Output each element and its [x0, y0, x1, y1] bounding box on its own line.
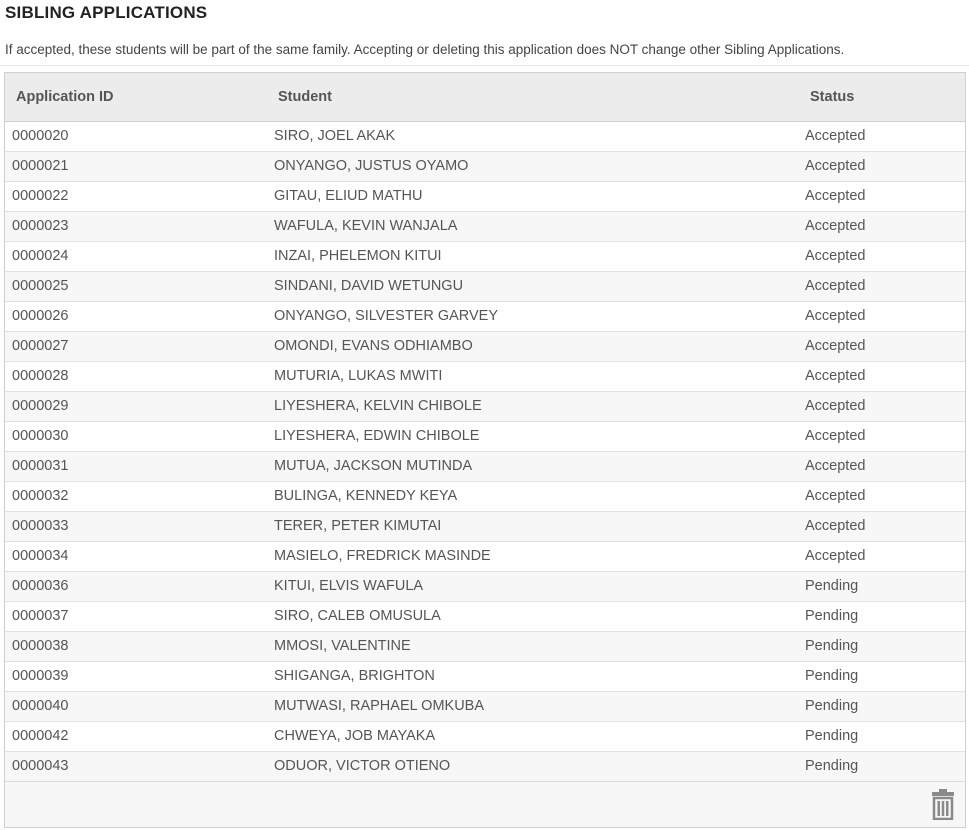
- student-name-cell: ODUOR, VICTOR OTIENO: [274, 758, 451, 774]
- student-name-cell: SIRO, CALEB OMUSULA: [274, 608, 441, 624]
- application-id-cell: 0000031: [12, 458, 69, 474]
- status-cell: Accepted: [805, 398, 866, 414]
- status-cell: Accepted: [805, 428, 866, 444]
- status-cell: Accepted: [805, 518, 866, 534]
- table-row[interactable]: [5, 572, 965, 602]
- table-row[interactable]: [5, 632, 965, 662]
- table-body: [5, 122, 965, 782]
- page-description: If accepted, these students will be part of the same family. Accepting or deleting this application does NOT change other Sibling Applications.: [5, 42, 845, 57]
- column-header-application-id[interactable]: Application ID: [16, 89, 114, 105]
- status-cell: Accepted: [805, 248, 866, 264]
- table-row[interactable]: [5, 602, 965, 632]
- student-name-cell: OMONDI, EVANS ODHIAMBO: [274, 338, 473, 354]
- status-cell: Accepted: [805, 338, 866, 354]
- status-cell: Pending: [805, 638, 859, 654]
- header-divider: [0, 65, 969, 66]
- student-name-cell: SINDANI, DAVID WETUNGU: [274, 278, 464, 294]
- table-row[interactable]: [5, 332, 965, 362]
- application-id-cell: 0000026: [12, 308, 69, 324]
- student-name-cell: SHIGANGA, BRIGHTON: [274, 668, 435, 684]
- status-cell: Pending: [805, 578, 859, 594]
- status-cell: Accepted: [805, 128, 866, 144]
- student-name-cell: BULINGA, KENNEDY KEYA: [274, 488, 458, 504]
- student-name-cell: ONYANGO, JUSTUS OYAMO: [274, 158, 469, 174]
- table-row[interactable]: [5, 722, 965, 752]
- student-name-cell: ONYANGO, SILVESTER GARVEY: [274, 308, 499, 324]
- table-row[interactable]: [5, 482, 965, 512]
- table-row[interactable]: [5, 302, 965, 332]
- application-id-cell: 0000030: [12, 428, 69, 444]
- student-name-cell: GITAU, ELIUD MATHU: [274, 188, 423, 204]
- table-row[interactable]: [5, 122, 965, 152]
- status-cell: Pending: [805, 698, 859, 714]
- table-row[interactable]: [5, 212, 965, 242]
- application-id-cell: 0000042: [12, 728, 69, 744]
- student-name-cell: INZAI, PHELEMON KITUI: [274, 248, 442, 264]
- table-row[interactable]: [5, 272, 965, 302]
- application-id-cell: 0000020: [12, 128, 69, 144]
- trash-icon: [931, 788, 955, 820]
- table-row[interactable]: [5, 542, 965, 572]
- status-cell: Accepted: [805, 308, 866, 324]
- application-id-cell: 0000034: [12, 548, 69, 564]
- status-cell: Pending: [805, 758, 859, 774]
- status-cell: Accepted: [805, 188, 866, 204]
- table-row[interactable]: [5, 512, 965, 542]
- page-title: SIBLING APPLICATIONS: [5, 3, 208, 22]
- student-name-cell: WAFULA, KEVIN WANJALA: [274, 218, 458, 234]
- student-name-cell: KITUI, ELVIS WAFULA: [274, 578, 424, 594]
- status-cell: Pending: [805, 668, 859, 684]
- table-row[interactable]: [5, 452, 965, 482]
- student-name-cell: LIYESHERA, EDWIN CHIBOLE: [274, 428, 480, 444]
- application-id-cell: 0000023: [12, 218, 69, 234]
- application-id-cell: 0000037: [12, 608, 69, 624]
- student-name-cell: TERER, PETER KIMUTAI: [274, 518, 442, 534]
- table-row[interactable]: [5, 662, 965, 692]
- status-cell: Accepted: [805, 218, 866, 234]
- table-row[interactable]: [5, 692, 965, 722]
- table-row[interactable]: [5, 392, 965, 422]
- application-id-cell: 0000022: [12, 188, 69, 204]
- student-name-cell: MUTWASI, RAPHAEL OMKUBA: [274, 698, 485, 714]
- application-id-cell: 0000024: [12, 248, 69, 264]
- status-cell: Pending: [805, 728, 859, 744]
- column-header-student[interactable]: Student: [278, 89, 332, 105]
- status-cell: Pending: [805, 608, 859, 624]
- table-row[interactable]: [5, 752, 965, 782]
- column-header-status[interactable]: Status: [810, 89, 855, 105]
- application-id-cell: 0000028: [12, 368, 69, 384]
- application-id-cell: 0000029: [12, 398, 69, 414]
- application-id-cell: 0000036: [12, 578, 69, 594]
- sibling-applications-table: [4, 72, 966, 828]
- status-cell: Accepted: [805, 278, 866, 294]
- table-row[interactable]: [5, 242, 965, 272]
- application-id-cell: 0000033: [12, 518, 69, 534]
- table-row[interactable]: [5, 362, 965, 392]
- student-name-cell: MUTUA, JACKSON MUTINDA: [274, 458, 473, 474]
- application-id-cell: 0000027: [12, 338, 69, 354]
- application-id-cell: 0000025: [12, 278, 69, 294]
- student-name-cell: MMOSI, VALENTINE: [274, 638, 411, 654]
- application-id-cell: 0000040: [12, 698, 69, 714]
- status-cell: Accepted: [805, 458, 866, 474]
- table-row[interactable]: [5, 422, 965, 452]
- table-row[interactable]: [5, 182, 965, 212]
- student-name-cell: MASIELO, FREDRICK MASINDE: [274, 548, 491, 564]
- delete-button[interactable]: [931, 788, 955, 820]
- status-cell: Accepted: [805, 158, 866, 174]
- table-row[interactable]: [5, 152, 965, 182]
- application-id-cell: 0000039: [12, 668, 69, 684]
- status-cell: Accepted: [805, 488, 866, 504]
- table-header: [5, 73, 965, 122]
- application-id-cell: 0000021: [12, 158, 69, 174]
- table-footer: [5, 781, 965, 827]
- status-cell: Accepted: [805, 548, 866, 564]
- status-cell: Accepted: [805, 368, 866, 384]
- student-name-cell: MUTURIA, LUKAS MWITI: [274, 368, 443, 384]
- application-id-cell: 0000032: [12, 488, 69, 504]
- student-name-cell: SIRO, JOEL AKAK: [274, 128, 396, 144]
- student-name-cell: CHWEYA, JOB MAYAKA: [274, 728, 436, 744]
- application-id-cell: 0000038: [12, 638, 69, 654]
- student-name-cell: LIYESHERA, KELVIN CHIBOLE: [274, 398, 482, 414]
- application-id-cell: 0000043: [12, 758, 69, 774]
